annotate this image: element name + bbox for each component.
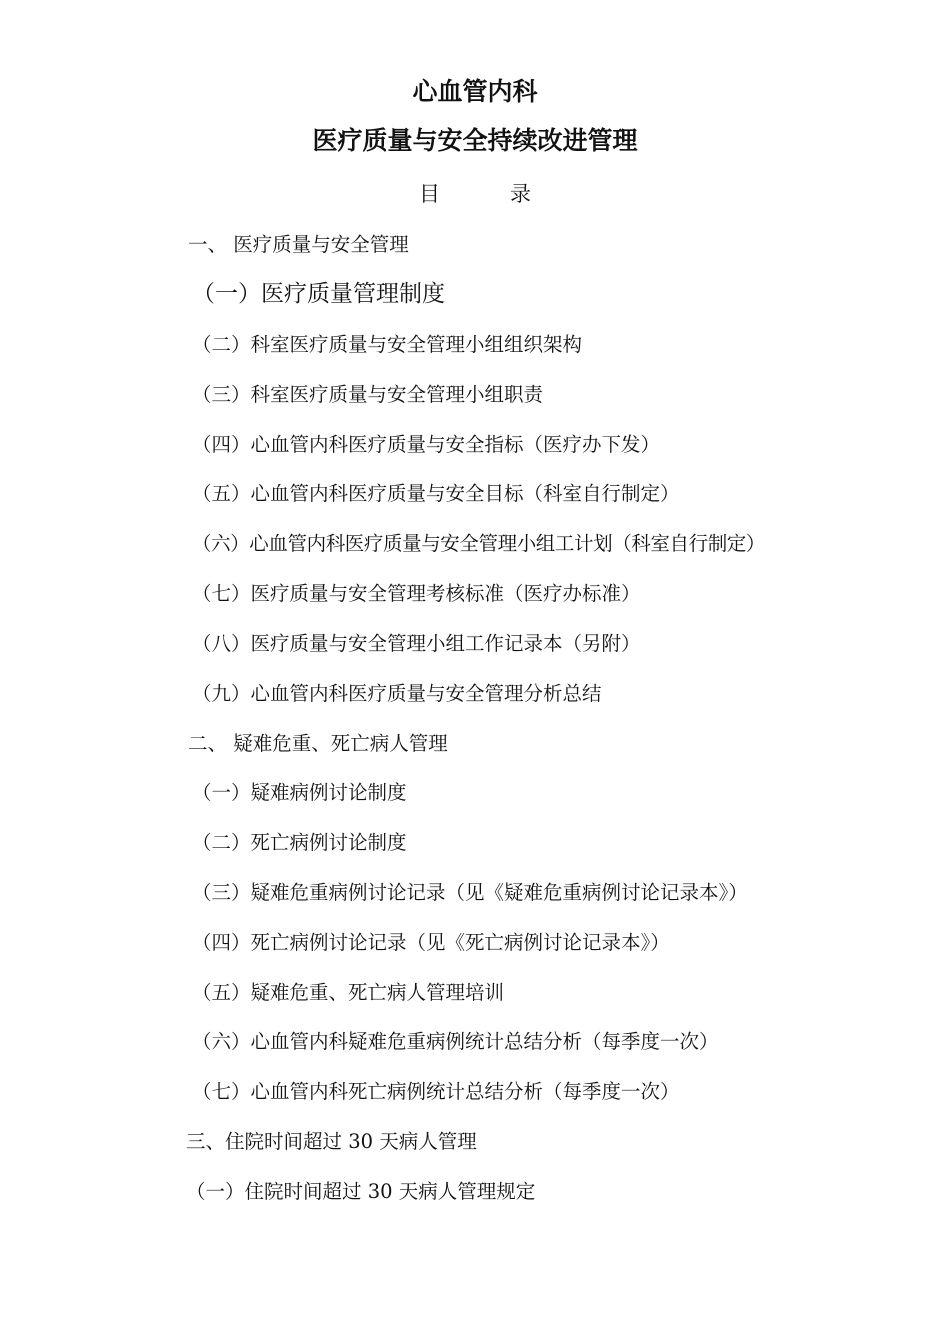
toc-item-1-6: （六）心血管内科医疗质量与安全管理小组工计划（科室自行制定） [192, 532, 766, 555]
toc-item-2-4: （四）死亡病例讨论记录（见《死亡病例讨论记录本》） [192, 931, 670, 954]
toc-item-1-5: （五）心血管内科医疗质量与安全目标（科室自行制定） [192, 482, 680, 505]
toc-item-1-8: （八）医疗质量与安全管理小组工作记录本（另附） [192, 632, 641, 655]
document-title-line-1: 心血管内科 [412, 77, 538, 106]
toc-heading-right: 录 [510, 182, 531, 206]
toc-heading [0, 180, 950, 208]
toc-item-1-3: （三）科室医疗质量与安全管理小组职责 [192, 383, 544, 406]
toc-item-1-4: （四）心血管内科医疗质量与安全指标（医疗办下发） [192, 433, 661, 456]
toc-item-1-2: （二）科室医疗质量与安全管理小组组织架构 [192, 333, 583, 356]
toc-section-3: 三、住院时间超过 30 天病人管理 [186, 1130, 477, 1153]
document-title-line-2: 医疗质量与安全持续改进管理 [312, 126, 638, 155]
toc-item-2-2: （二）死亡病例讨论制度 [192, 831, 407, 854]
toc-item-1-9: （九）心血管内科医疗质量与安全管理分析总结 [192, 682, 602, 705]
toc-item-1-7: （七）医疗质量与安全管理考核标准（医疗办标准） [192, 582, 641, 605]
toc-section-1: 一、 医疗质量与安全管理 [188, 233, 409, 256]
toc-section-2: 二、 疑难危重、死亡病人管理 [188, 732, 448, 755]
toc-item-2-7: （七）心血管内科死亡病例统计总结分析（每季度一次） [192, 1080, 680, 1103]
toc-item-1-1: （一）医疗质量管理制度 [192, 281, 445, 307]
toc-item-2-3: （三）疑难危重病例讨论记录（见《疑难危重病例讨论记录本》） [192, 881, 748, 904]
toc-item-3-1: （一）住院时间超过 30 天病人管理规定 [186, 1180, 536, 1203]
toc-item-2-1: （一）疑难病例讨论制度 [192, 781, 407, 804]
toc-item-2-6: （六）心血管内科疑难危重病例统计总结分析（每季度一次） [192, 1030, 719, 1053]
toc-heading-left: 目 [419, 182, 440, 206]
toc-item-2-5: （五）疑难危重、死亡病人管理培训 [192, 981, 505, 1004]
